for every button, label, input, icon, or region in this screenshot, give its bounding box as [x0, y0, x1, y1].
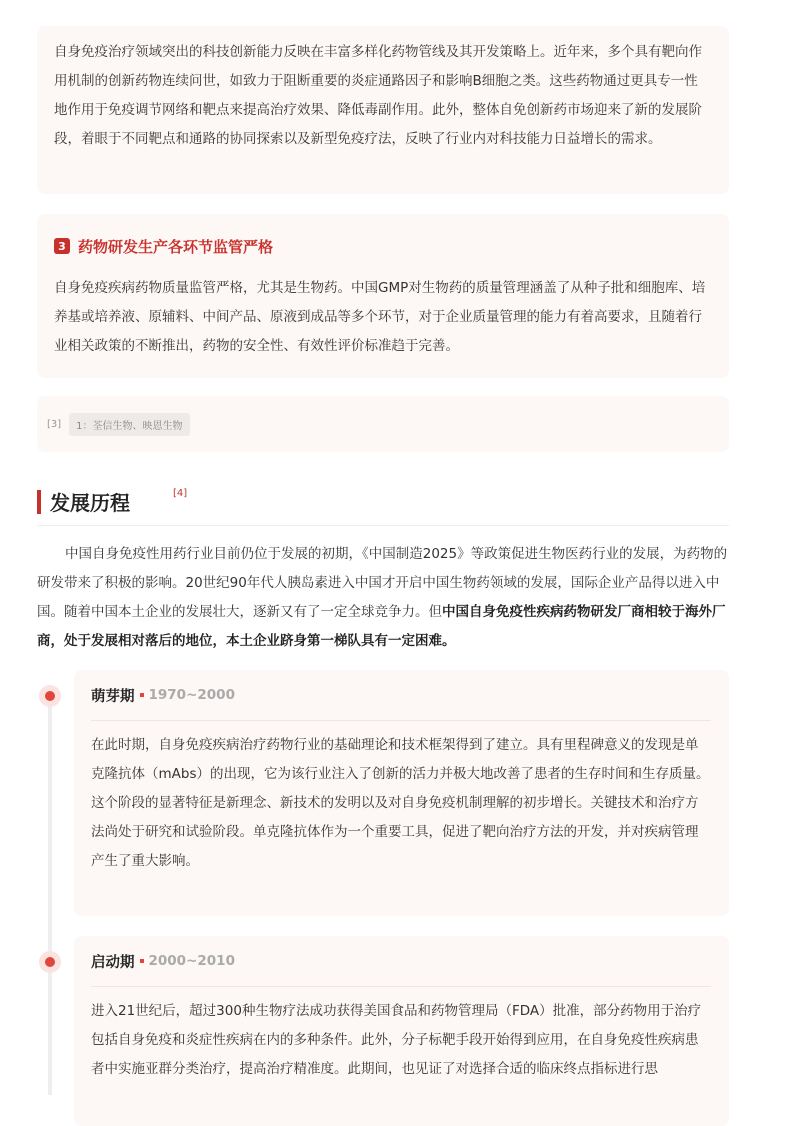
intro-paragraph: [37, 540, 729, 656]
stage-body: [91, 987, 711, 1084]
section-accent-bar: [37, 490, 41, 514]
timeline-stage-card: [74, 670, 729, 916]
timeline-line: [48, 695, 52, 1095]
regulation-title: 药物研发生产各环节监管严格: [78, 237, 274, 256]
stage-separator: [140, 959, 144, 963]
section-footnote-link[interactable]: [4]: [173, 488, 188, 499]
section-heading: [37, 486, 729, 526]
timeline-dot-icon: [39, 951, 61, 973]
stage-paragraph: 在此时期，自身免疫疾病治疗药物行业的基础理论和技术框架得到了建立。具有里程碑意义的发现是单克隆抗体（mAbs）的出现，它为该行业注入了创新的活力并极大地改善了患者的生存时间和生存质量。: [91, 737, 710, 782]
regulation-text: 自身免疫疾病药物质量监管严格，尤其是生物药。中国GMP对生物药的质量管理涵盖了从种子批和细胞库、培养基或培养液、原辅料、中间产品、原液到成品等多个环节，对于企业质量管理的能力有着高要求，且随着行业相关政策的不断推出，药物的安全性、有效性评价标准趋于完善。: [54, 280, 706, 354]
reference-tag[interactable]: 1：荃信生物、映恩生物: [69, 413, 189, 436]
regulation-heading: [54, 234, 709, 258]
number-badge: 3: [54, 238, 70, 254]
stage-header: [91, 670, 711, 721]
stage-header: [91, 936, 711, 987]
reference-card: [37, 396, 729, 452]
innovation-text: 自身免疫治疗领域突出的科技创新能力反映在丰富多样化药物管线及其开发策略上。近年来，多个具有靶向作用机制的创新药物连续问世，如致力于阻断重要的炎症通路因子和影响B细胞之类。这些药物通过更具专一性地作用于免疫调节网络和靶点来提高治疗效果、降低毒副作用。此外，整体自免创新药市场迎来了新的发展阶段，着眼于不同靶点和通路的协同探索以及新型免疫疗法，反映了行业内对科技能力日益增长的需求。: [54, 44, 702, 147]
timeline-stage-card: [74, 936, 729, 1126]
intro-text: 中国自身免疫性用药行业目前仍位于发展的初期，《中国制造2025》等政策促进生物医药行业的发展，为药物的研发带来了积极的影响。20世纪90年代人胰岛素进入中国才开启中国生物药领域的发展，国际企业产品得以进入中国。随着中国本土企业的发展壮大，逐新又有了一定全球竞争力。但: [37, 546, 728, 620]
stage-paragraph: 这个阶段的显著特征是新理念、新技术的发明以及对自身免疫机制理解的初步增长。关键技术和治疗方法尚处于研究和试验阶段。单克隆抗体作为一个重要工具，促进了靶向治疗方法的开发，并对疾病管理产生了重大影响。: [91, 795, 699, 869]
stage-name: 启动期: [91, 954, 135, 971]
regulation-card: [37, 214, 729, 378]
timeline-dot-icon: [39, 685, 61, 707]
stage-years: 1970~2000: [148, 687, 235, 703]
reference-index[interactable]: [3]: [47, 418, 62, 430]
section-title: 发展历程: [50, 491, 130, 515]
innovation-card: [37, 26, 729, 194]
stage-paragraph: 进入21世纪后，超过300种生物疗法成功获得美国食品和药物管理局（FDA）批准，部分药物用于治疗包括自身免疫和炎症性疾病在内的多种条件。此外，分子标靶手段开始得到应用，在自身免疫性疾病患者中实施亚群分类治疗，提高治疗精准度。此期间，也见证了对选择合适的临床终点指标进行思: [91, 1003, 702, 1077]
intro-bold-text: 中国自身免疫性疾病药物研发厂商相较于海外厂商，处于发展相对落后的地位，本土企业跻身第一梯队具有一定困难。: [37, 604, 726, 649]
stage-name: 萌芽期: [91, 688, 135, 705]
stage-years: 2000~2010: [148, 953, 235, 969]
stage-body: [91, 721, 711, 876]
stage-separator: [140, 693, 144, 697]
